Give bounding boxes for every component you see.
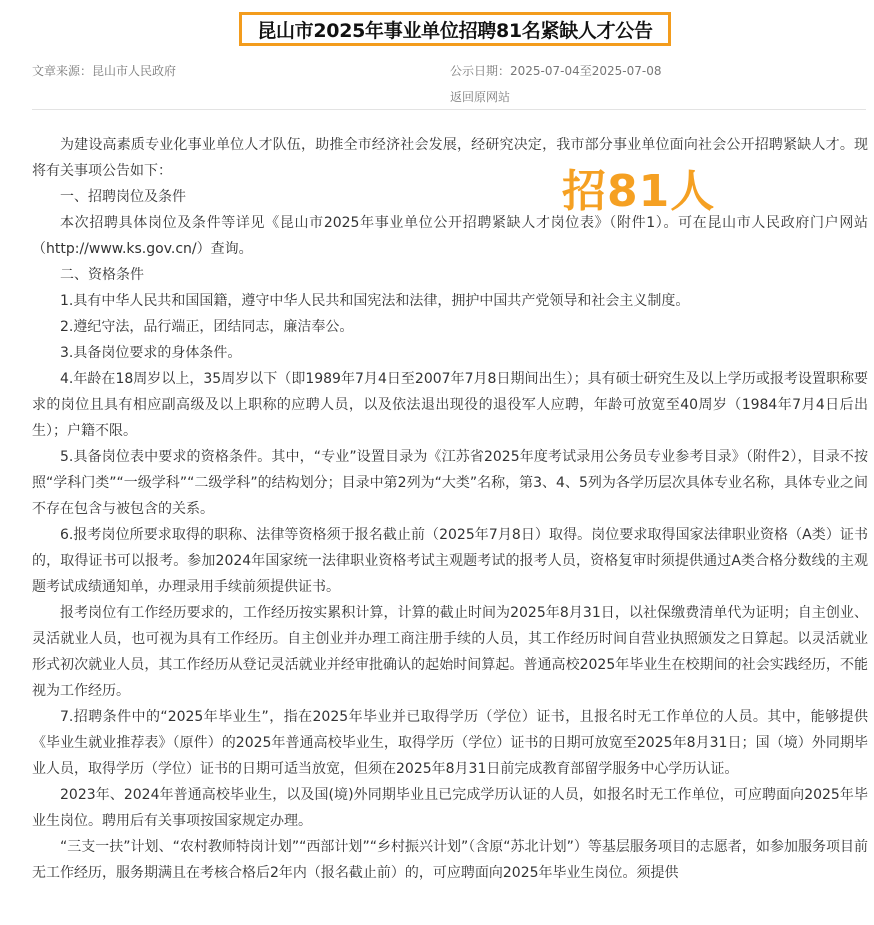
paragraph: 为建设高素质专业化事业单位人才队伍，助推全市经济社会发展，经研究决定，我市部分事业单位面向社会公开招聘紧缺人才。现将有关事项公告如下：: [32, 137, 868, 179]
source-label: 文章来源：: [32, 64, 93, 78]
paragraph: 报考岗位有工作经历要求的，工作经历按实累积计算，计算的截止时间为2025年8月31日，以社保缴费清单代为证明；自主创业、灵活就业人员，也可视为具有工作经历。自主创业并办理工商注册手续的人员，其工作经历时间自营业执照颁发之日算起。以灵活就业形式初次就业人员，其工作经历从登记灵活就业并经审批确认的起始时间算起。普通高校2025年毕业生在校期间的社会实践经历，不能视为工作经历。: [32, 605, 868, 699]
paragraph: 7.招聘条件中的“2025年毕业生”，指在2025年毕业并已取得学历（学位）证书，且报名时无工作单位的人员。其中，能够提供《毕业生就业推荐表》（原件）的2025年普通高校毕业生，取得学历（学位）证书的日期可放宽至2025年8月31日；国（境）外同期毕业人员，取得学历（学位）证书的日期可适当放宽，但须在2025年8月31日前完成教育部留学服务中心学历认证。: [32, 709, 868, 777]
paragraph: 4.年龄在18周岁以上，35周岁以下（即1989年7月4日至2007年7月8日期间出生）；具有硕士研究生及以上学历或报考设置职称要求的岗位且具有相应副高级及以上职称的应聘人员，以及依法退出现役的退役军人应聘，年龄可放宽至40周岁（1984年7月4日后出生）；户籍不限。: [32, 371, 868, 439]
title-box: [239, 12, 671, 46]
paragraph: 5.具备岗位表中要求的资格条件。其中，“专业”设置目录为《江苏省2025年度考试录用公务员专业参考目录》（附件2），目录不按照“学科门类”“一级学科”“二级学科”的结构划分；目录中第2列为“大类”名称，第3、4、5列为各学历层次具体专业名称，具体专业之间不存在包含与被包含的关系。: [32, 449, 868, 517]
article-body: [32, 132, 868, 886]
paragraph: 2.遵纪守法，品行端正，团结同志，廉洁奉公。: [60, 319, 354, 335]
paragraph: 2023年、2024年普通高校毕业生，以及国(境)外同期毕业且已完成学历认证的人员，如报名时无工作单位，可应聘面向2025年毕业生岗位。聘用后有关事项按国家规定办理。: [32, 787, 868, 829]
paragraph: 本次招聘具体岗位及条件等详见《昆山市2025年事业单位公开招聘紧缺人才岗位表》（附件1）。可在昆山市人民政府门户网站（http://www.ks.gov.cn/）查询。: [32, 215, 868, 257]
paragraph: 3.具备岗位要求的身体条件。: [60, 345, 242, 361]
source-value: 昆山市人民政府: [92, 64, 177, 78]
paragraph: 6.报考岗位所要求取得的职称、法律等资格须于报名截止前（2025年7月8日）取得。岗位要求取得国家法律职业资格（A类）证书的，取得证书可以报考。参加2024年国家统一法律职业资格考试主观题考试的报考人员，资格复审时须提供通过A类合格分数线的主观题考试成绩通知单，办理录用手续前须提供证书。: [32, 527, 868, 595]
header-divider: [32, 109, 866, 110]
hire-count-highlight: 招81人: [562, 166, 716, 217]
date-label: 公示日期：: [450, 64, 511, 78]
paragraph: “三支一扶”计划、“农村教师特岗计划”“西部计划”“乡村振兴计划”（含原“苏北计划”）等基层服务项目的志愿者，如参加服务项目前无工作经历，服务期满且在考核合格后2年内（报名截止前）的，可应聘面向2025年毕业生岗位。须提供: [32, 839, 868, 881]
paragraph: 1.具有中华人民共和国国籍，遵守中华人民共和国宪法和法律，拥护中国共产党领导和社会主义制度。: [60, 293, 690, 309]
section-heading: 二、资格条件: [60, 267, 144, 283]
article-source: [32, 62, 176, 79]
page-title: 昆山市2025年事业单位招聘81名紧缺人才公告: [257, 19, 653, 42]
publish-date: [450, 62, 662, 79]
back-to-site-link[interactable]: 返回原网站: [450, 90, 511, 104]
section-heading: 一、招聘岗位及条件: [60, 189, 186, 205]
date-value: 2025-07-04至2025-07-08: [510, 64, 662, 78]
